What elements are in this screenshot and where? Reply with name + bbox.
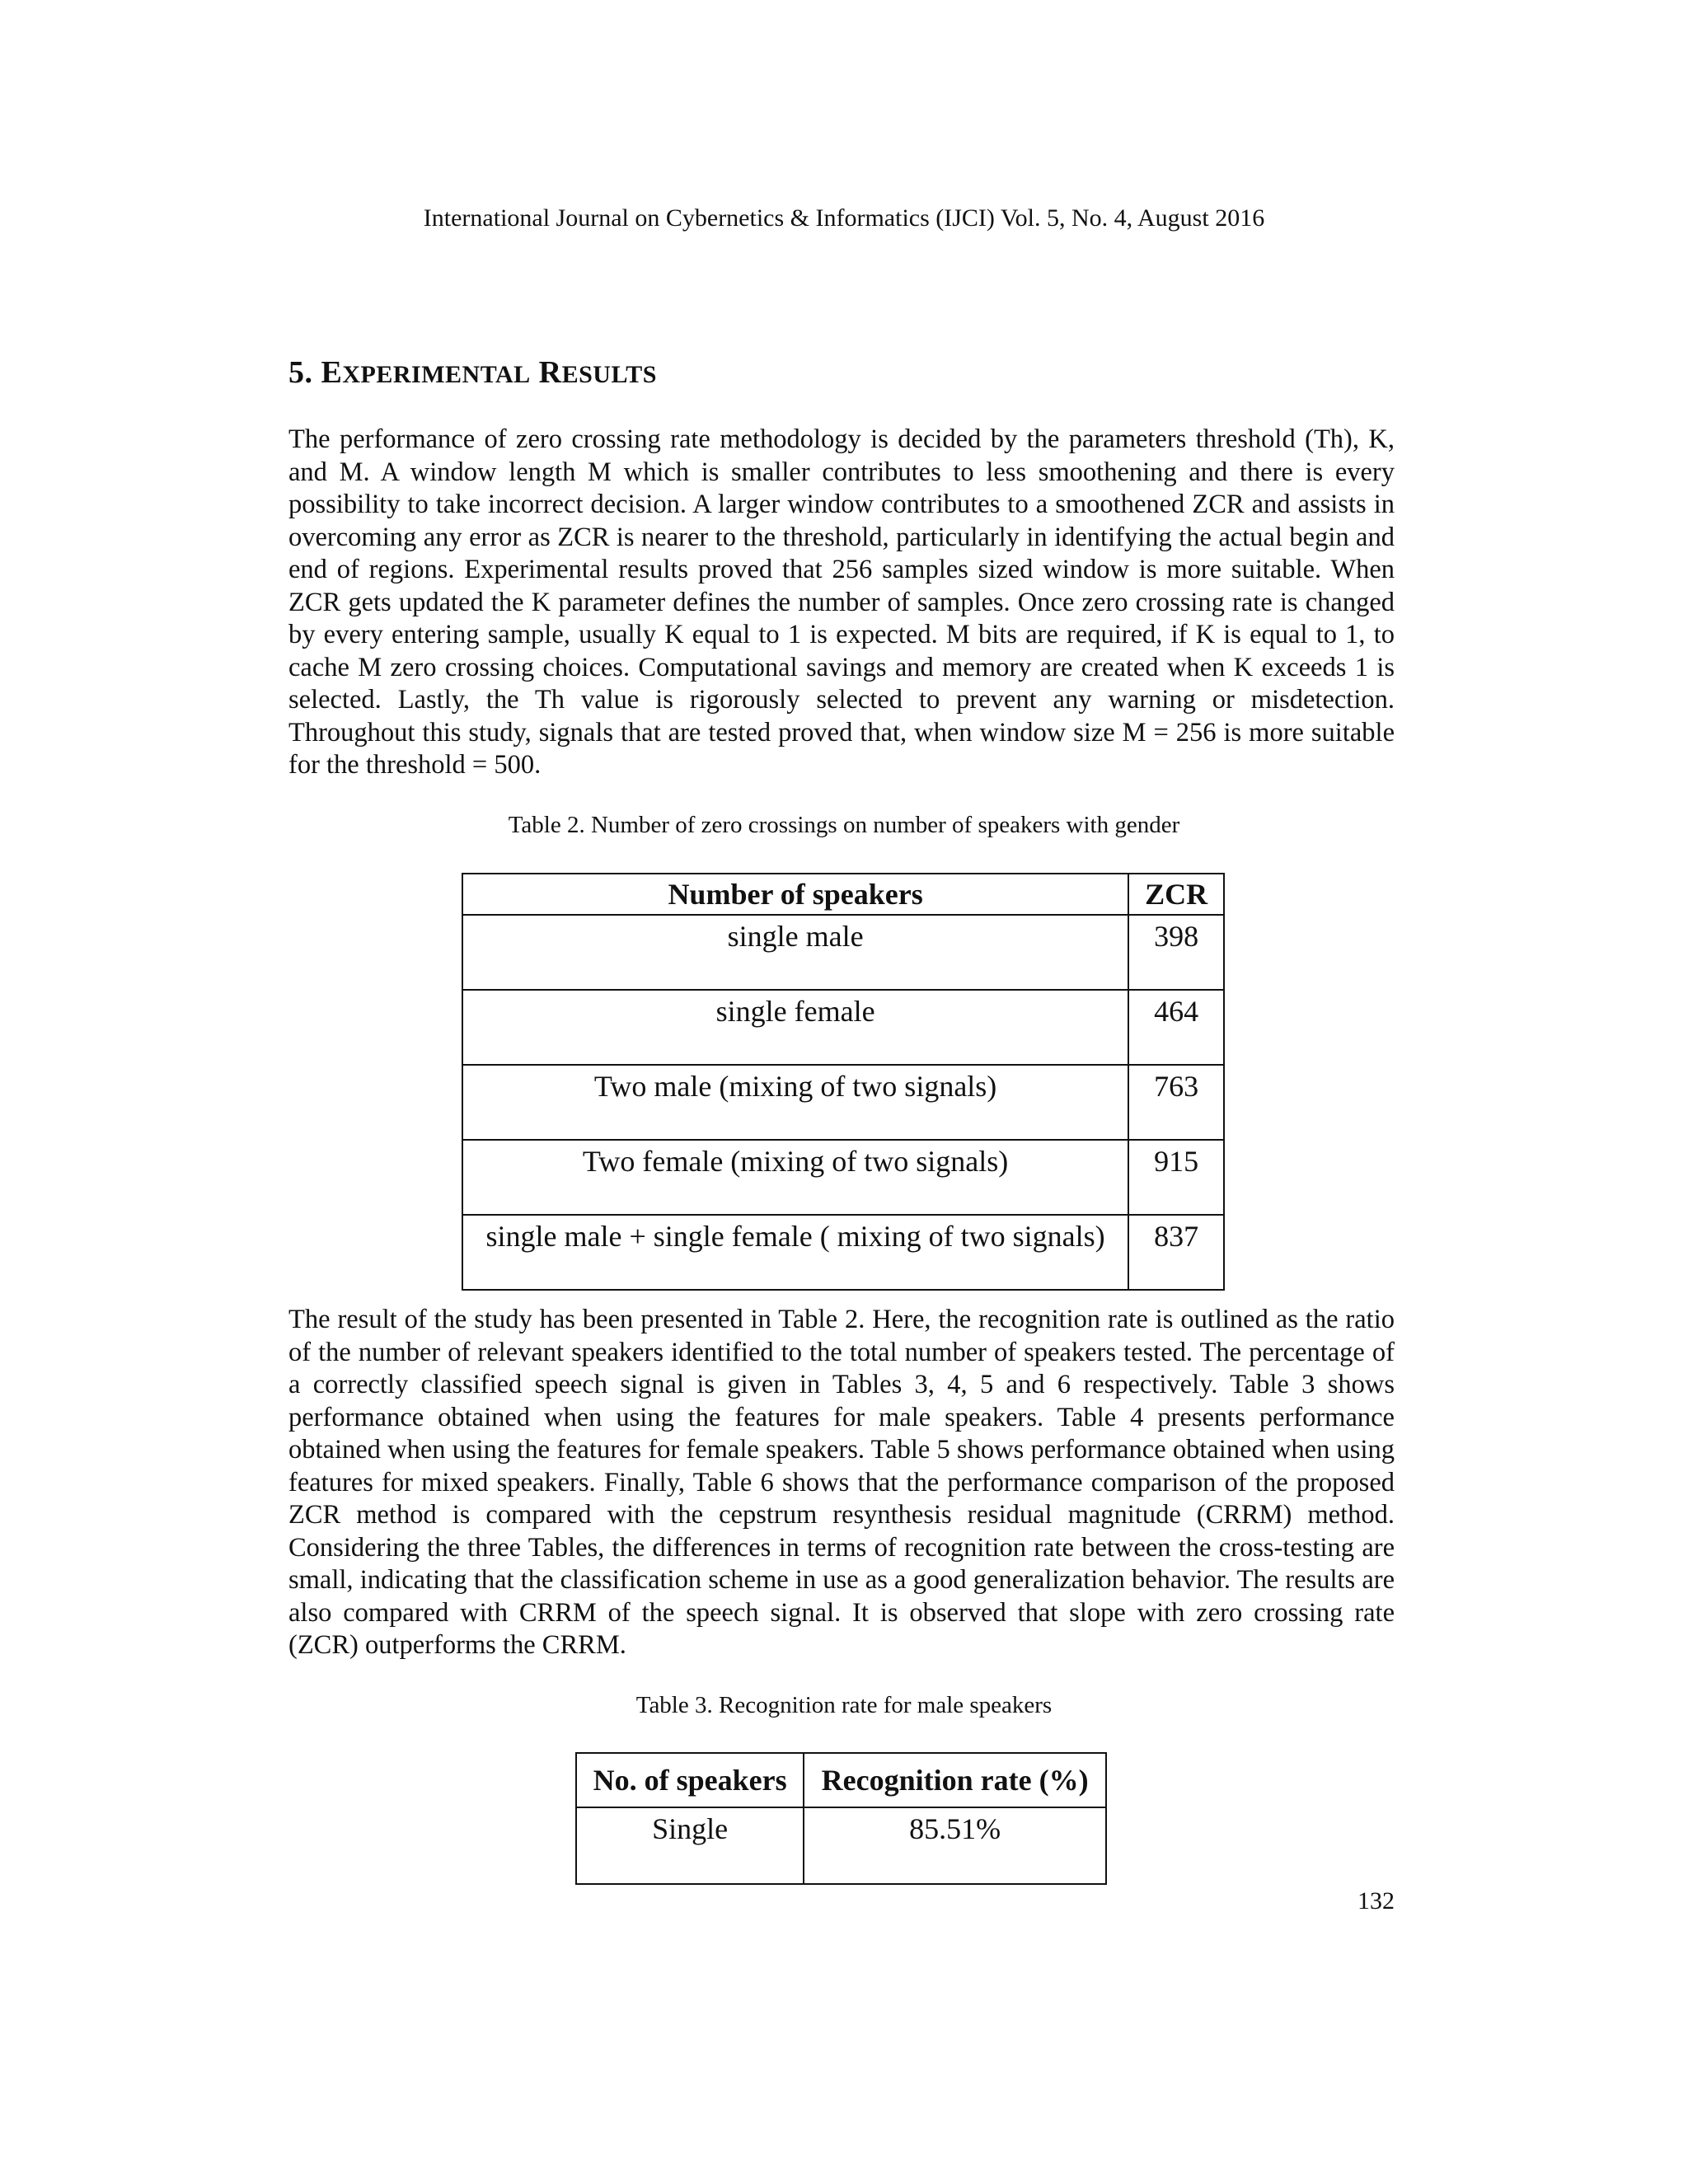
heading-cap-r: R	[538, 355, 562, 390]
table3-header-row	[576, 1753, 1106, 1807]
journal-header: International Journal on Cybernetics & Informatics (IJCI) Vol. 5, No. 4, August 2016	[423, 204, 1265, 232]
table2	[462, 873, 1225, 1291]
table-row	[462, 1215, 1224, 1290]
section-number: 5.	[288, 355, 313, 390]
heading-cap-e: E	[321, 355, 343, 390]
table2-cell-zcr: 398	[1128, 915, 1224, 990]
table3	[575, 1752, 1107, 1885]
table3-header-speakers: No. of speakers	[576, 1753, 804, 1807]
table2-cell-zcr: 915	[1128, 1140, 1224, 1215]
table-row	[462, 915, 1224, 990]
table2-cell-speakers: Two female (mixing of two signals)	[462, 1140, 1128, 1215]
table2-caption: Table 2. Number of zero crossings on number of speakers with gender	[508, 812, 1180, 838]
table3-cell-speakers: Single	[576, 1807, 804, 1884]
section-heading	[288, 354, 657, 391]
table2-cell-zcr: 763	[1128, 1065, 1224, 1140]
table2-cell-speakers: single male	[462, 915, 1128, 990]
paragraph-results: The result of the study has been presented in Table 2. Here, the recognition rate is outlined as the ratio of the number of relevant speakers identified to the total number of speakers tested. The percentage of a correctly classified speech signal is given in Tables 3, 4, 5 and 6 respectively. Table 3 shows performance obtained when using the features for male speakers. Table 4 presents performance obtained when using the features for female speakers. Table 5 shows performance obtained when using features for mixed speakers. Finally, Table 6 shows that the performance comparison of the proposed ZCR method is compared with the cepstrum resynthesis residual magnitude (CRRM) method. Considering the three Tables, the differences in terms of recognition rate between the cross-testing are small, indicating that the classification scheme in use as a good generalization behavior. The results are also compared with CRRM of the speech signal. It is observed that slope with zero crossing rate (ZCR) outperforms the CRRM.	[288, 1305, 1395, 1660]
table-row	[576, 1807, 1106, 1884]
table-row	[462, 990, 1224, 1065]
table2-header-zcr: ZCR	[1128, 874, 1224, 915]
table3-cell-rate: 85.51%	[804, 1807, 1106, 1884]
table2-cell-zcr: 837	[1128, 1215, 1224, 1290]
table2-cell-speakers: single female	[462, 990, 1128, 1065]
table-row	[462, 1140, 1224, 1215]
table2-cell-speakers: single male + single female ( mixing of two signals)	[462, 1215, 1128, 1290]
paragraph-intro: The performance of zero crossing rate methodology is decided by the parameters threshold (Th), K, and M. A window length M which is smaller contributes to less smoothening and there is every possibility to take incorrect decision. A larger window contributes to a smoothened ZCR and assists in overcoming any error as ZCR is nearer to the threshold, particularly in identifying the actual begin and end of regions. Experimental results proved that 256 samples sized window is more suitable. When ZCR gets updated the K parameter defines the number of samples. Once zero crossing rate is changed by every entering sample, usually K equal to 1 is expected. M bits are required, if K is equal to 1, to cache M zero crossing choices. Computational savings and memory are created when K exceeds 1 is selected. Lastly, the Th value is rigorously selected to prevent any warning or misdetection. Throughout this study, signals that are tested proved that, when window size M = 256 is more suitable for the threshold = 500.	[288, 424, 1395, 780]
table3-header-rate: Recognition rate (%)	[804, 1753, 1106, 1807]
table-row	[462, 1065, 1224, 1140]
table2-header-row	[462, 874, 1224, 915]
heading-rest-2: ESULTS	[561, 361, 657, 388]
table2-cell-speakers: Two male (mixing of two signals)	[462, 1065, 1128, 1140]
table2-cell-zcr: 464	[1128, 990, 1224, 1065]
table2-header-speakers: Number of speakers	[462, 874, 1128, 915]
table3-caption: Table 3. Recognition rate for male speakers	[635, 1692, 1053, 1718]
heading-rest-1: XPERIMENTAL	[342, 361, 531, 388]
page-number: 132	[1357, 1887, 1395, 1915]
